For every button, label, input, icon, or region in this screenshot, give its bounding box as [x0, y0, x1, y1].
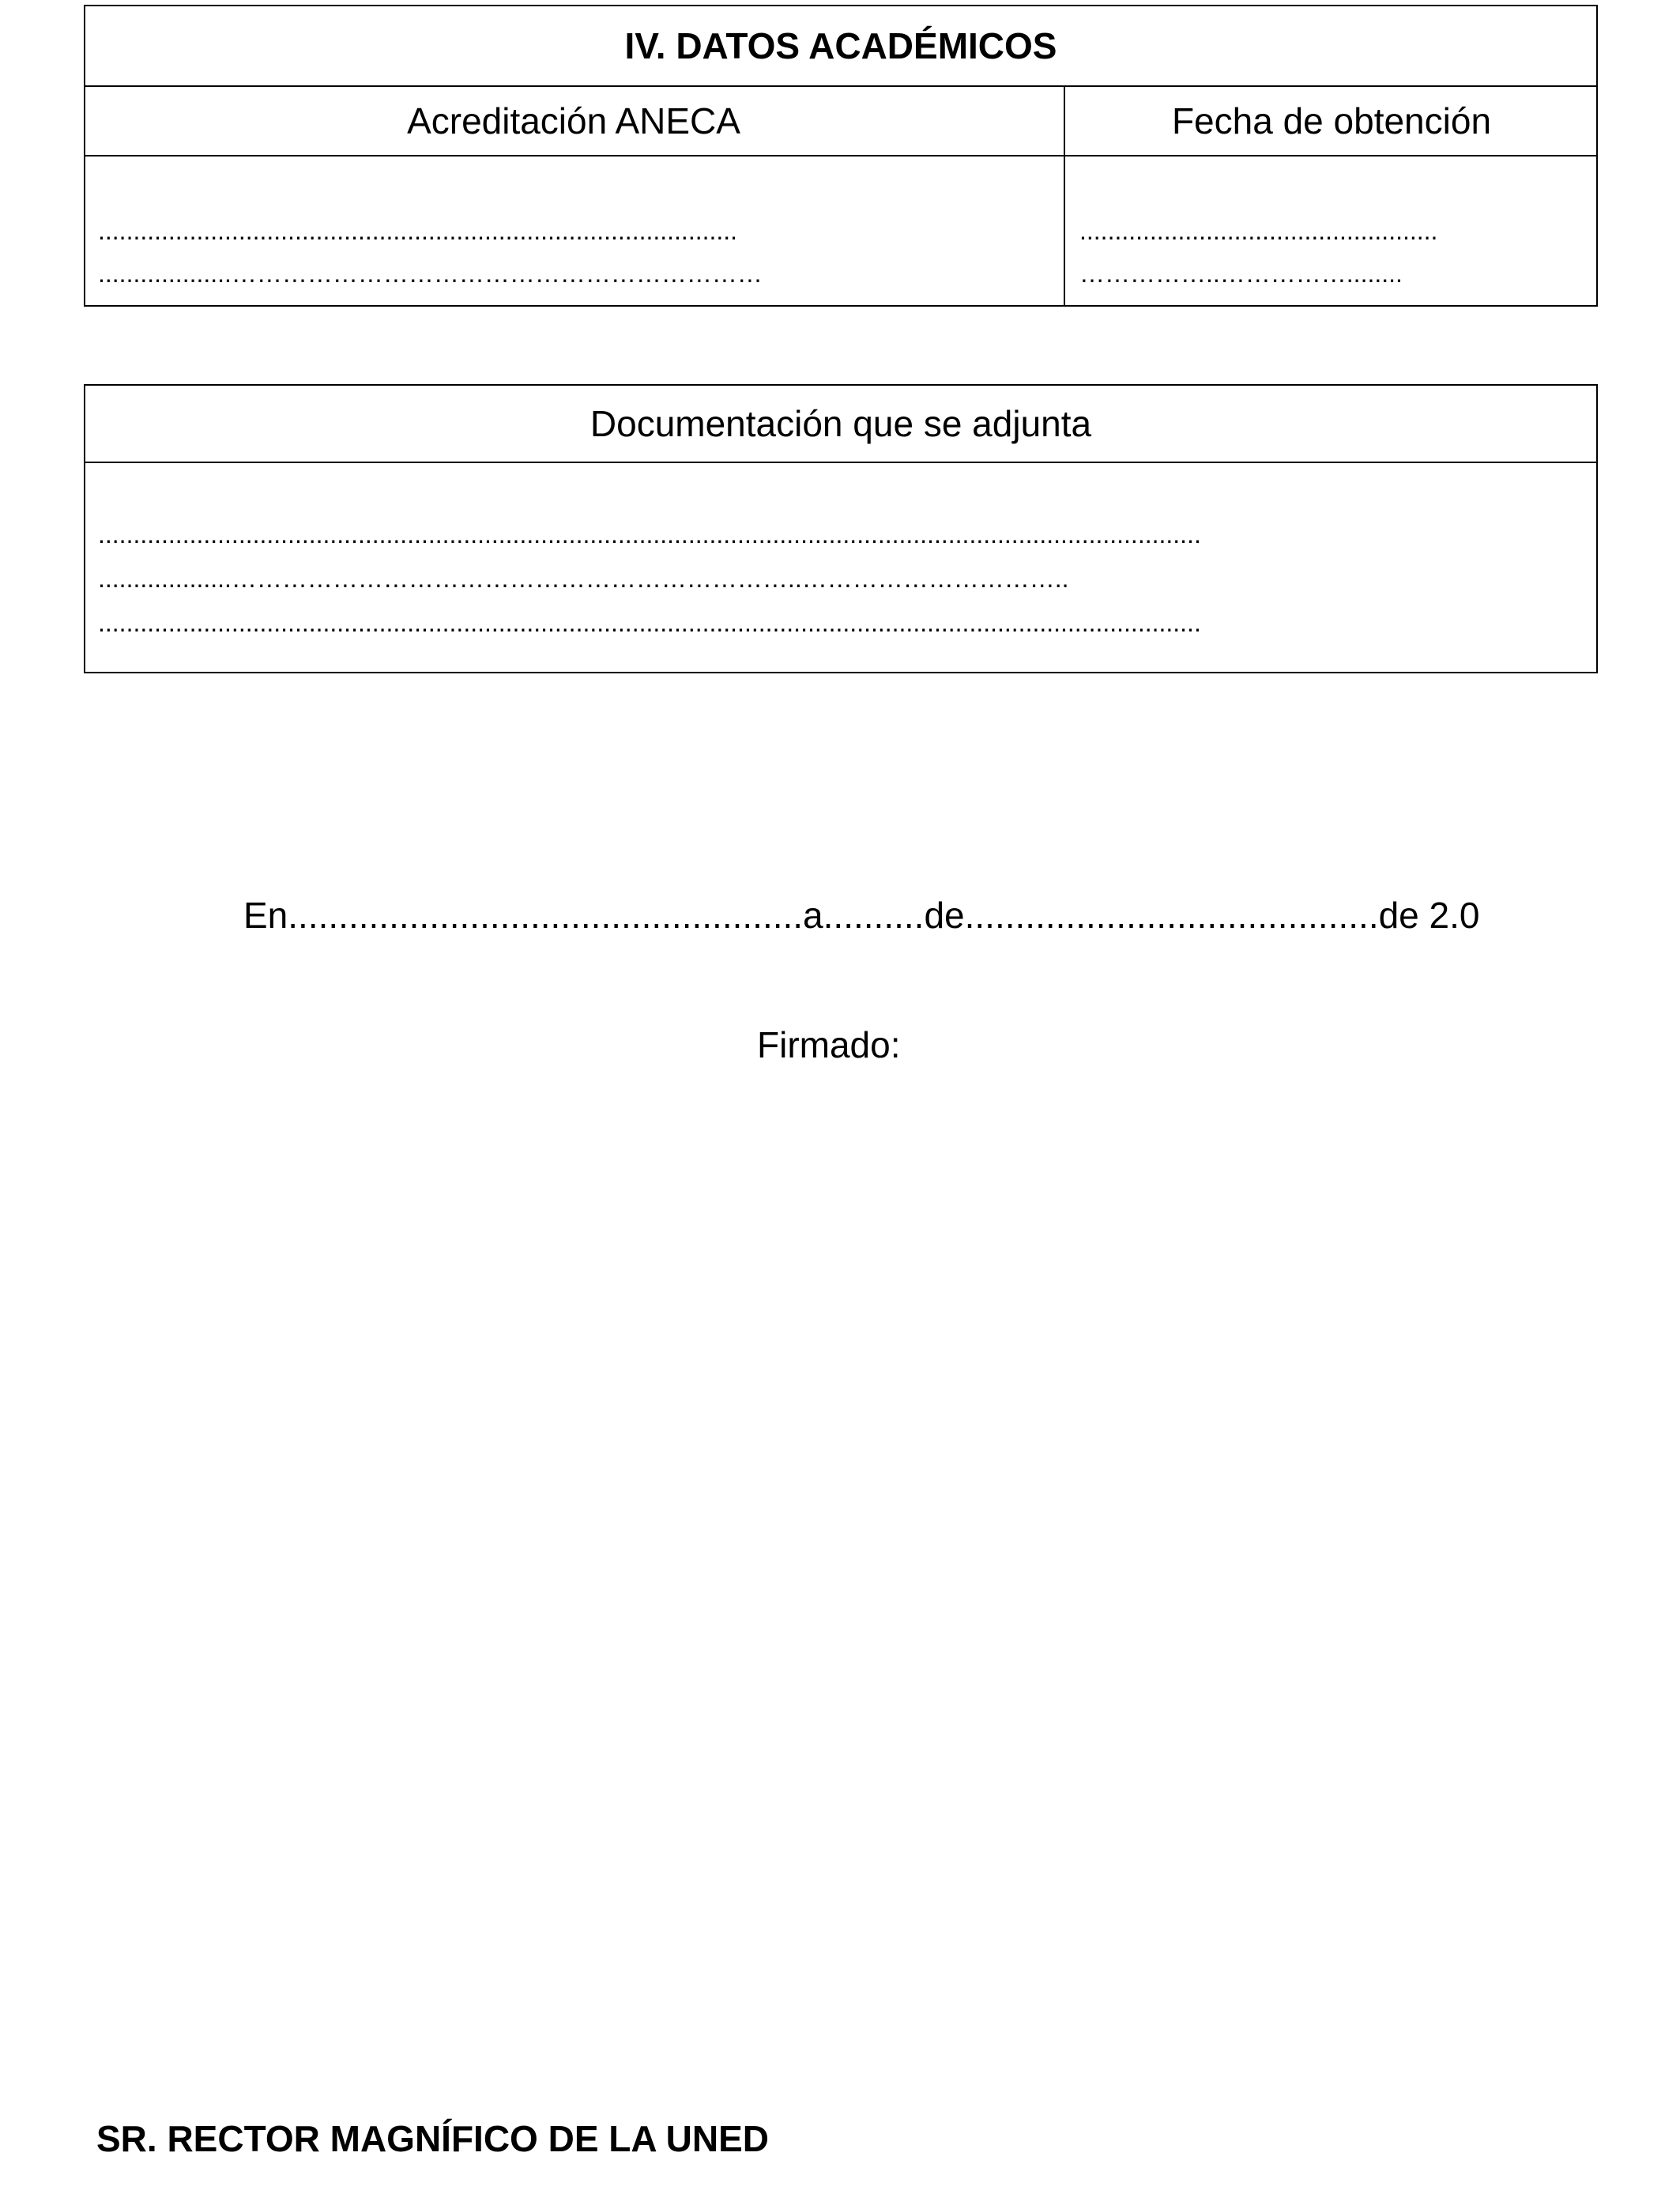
signed-label: Firmado: — [757, 1024, 901, 1065]
documentation-fill-line[interactable]: ............................................................................................................................................................. — [98, 609, 1201, 637]
section-title: IV. DATOS ACADÉMICOS — [624, 25, 1057, 66]
date-fill-line[interactable]: ……………..……………........ — [1079, 259, 1403, 288]
date-fill-line[interactable]: ................................................... — [1079, 217, 1438, 245]
table-divider — [84, 155, 1598, 156]
documentation-fill-line[interactable]: ...................…………………………………………………………..………………………….. — [98, 564, 1069, 593]
addressee: SR. RECTOR MAGNÍFICO DE LA UNED — [96, 2118, 770, 2159]
table-divider — [84, 462, 1598, 463]
accreditation-fill-line[interactable]: ...................……………………………………………………… — [98, 259, 763, 288]
column-header-accreditation: Acreditación ANECA — [407, 100, 740, 141]
place-date-line[interactable]: En...................................................a..........de.........................................de 2.0 — [243, 895, 1480, 936]
documentation-header: Documentación que se adjunta — [590, 403, 1092, 444]
column-header-date: Fecha de obtención — [1171, 100, 1492, 141]
documentation-fill-line[interactable]: ............................................................................................................................................................. — [98, 520, 1201, 548]
accreditation-fill-line[interactable]: ........................................................................................... — [98, 217, 738, 245]
